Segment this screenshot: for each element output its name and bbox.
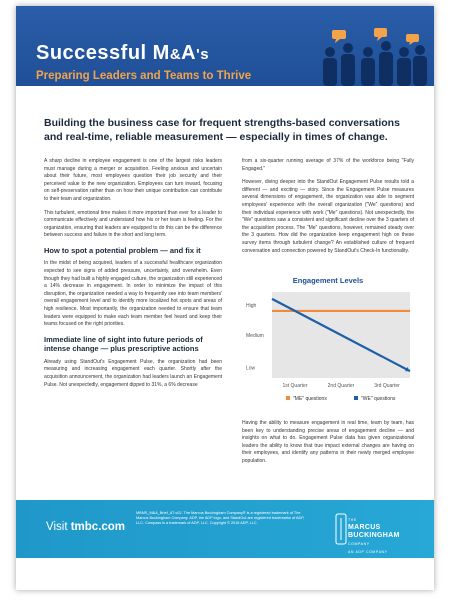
logo-line3: COMPANY (348, 542, 370, 546)
document-page (16, 6, 434, 590)
logo-the: THE (348, 518, 357, 522)
page-title: Successful M&A's (36, 42, 210, 64)
paragraph: Having the ability to measure engagement in real time, team by team, has been key to understanding precise areas of engagement decline — and insights on what to do. Engagement Pulse data has given organizational leaders the ability to know that true impact external changes are having on their employees, and identify any patterns in their newly merged employee population. (242, 420, 414, 464)
logo-line1: MARCUS (348, 524, 381, 531)
footer-banner (16, 500, 434, 558)
legend-label: "ME" questions (293, 396, 327, 402)
lead-headline: Building the business case for frequent strengths-based conversations and real-time, reliable measurement — especially in times of change. (44, 117, 400, 143)
engagement-chart (242, 276, 414, 414)
logo-line2: BUCKINGHAM (348, 532, 400, 539)
team-illustration-icon (318, 28, 428, 86)
legal-text: MBMS_M&A_Brief_AT-v02. The Marcus Buckingham Company® is a registered trademark of The Marcus Buckingham Company. ADP, the ADP logo, and StandOut are registered trademarks of ADP, LLC. Compass is a trademark of ADP, LLC. Copyright © 2018 ADP, LLC. (136, 511, 305, 526)
y-level-label: Low (246, 365, 256, 372)
paragraph: A sharp decline in employee engagement is one of the largest risks leaders must manage during a merger or acquisition. Feeling anxious and uncertain about their future, most employees question their job security and their perceived value to the new organization. Employees can turn inward, focusing on self-preservation rather than on how their unique contribution can contribute to their team and organization. (44, 158, 222, 202)
legend-label: "WE" questions (361, 396, 396, 402)
paragraph: from a six-quarter running average of 37% of the workforce being "Fully Engaged." (242, 158, 414, 172)
paragraph: However, diving deeper into the StandOut Engagement Pulse results told a different — and exciting — story. Since the Engagement Pulse measures several dimensions of engagement, the organization was able to segment employees' experience with the overall organization ("We" questions) and their individual experience with work ("Me" questions). Not unexpectedly, the "We" questions saw a consistent and significant decline over the 3 quarters of the acquisition process. The "Me" questions, however, remained steady over the 3 quarters. How did the organization keep engagement high on these survey items through turbulent change? An established culture of frequent conversation and connection powered by StandOut's Check-In functionality. (242, 179, 414, 254)
legend-swatch (354, 396, 358, 400)
y-level-label: Medium (246, 333, 264, 339)
company-logo (334, 510, 414, 554)
legend-swatch (286, 396, 290, 400)
section-heading: Immediate line of sight into future periods of intense change — plus prescriptive actions (44, 334, 203, 354)
logo-mark-icon (334, 512, 348, 550)
right-column (242, 158, 414, 261)
header-banner (16, 6, 434, 86)
x-tick-label: 3rd Quarter (374, 383, 400, 389)
x-tick-label: 2nd Quarter (327, 383, 355, 389)
left-column (44, 158, 222, 395)
section-heading: How to spot a potential problem — and fix it (44, 245, 201, 255)
chart-title: Engagement Levels (292, 276, 364, 285)
paragraph: In the midst of being acquired, leaders of a successful healthcare organization expected to see signs of added pressure, uncertainty, and overwhelm. Even though they had built a highly engaged culture, the organization still experienced a 14% decrease in engagement. In order to minimize the impact of this disruption, the organization needed a way to frequently see into team members' overall engagement level and to identify more localized hot spots and areas of high resilience. Most importantly, the organization needed to ensure that team leaders were equipped to make each team member feel heard and keep their teams focused on the right priorities. (44, 260, 222, 328)
y-level-label: High (246, 302, 257, 309)
page-subtitle: Preparing Leaders and Teams to Thrive (36, 70, 252, 82)
chart-canvas (242, 286, 414, 412)
paragraph: This turbulent, emotional time makes it more important than ever for a leader to communicate effectively and understand how his or her team is feeling. For the organization, ensuring that leaders are equipped to do this can be the difference between success and failure in the short and long term. (44, 209, 222, 239)
right-column-bottom (242, 420, 414, 466)
visit-link[interactable]: Visit tmbc.com (46, 521, 126, 533)
x-tick-label: 1st Quarter (282, 383, 308, 389)
logo-tag: AN ADP COMPANY (348, 550, 388, 554)
paragraph: Already using StandOut's Engagement Pulse, the organization had been measuring and increasing engagement each quarter. Shortly after the acquisition announcement, the organization had leaders launch an Engagement Pulse. Not unexpectedly, engagement dipped to 31%, a 6% decrease (44, 358, 222, 388)
